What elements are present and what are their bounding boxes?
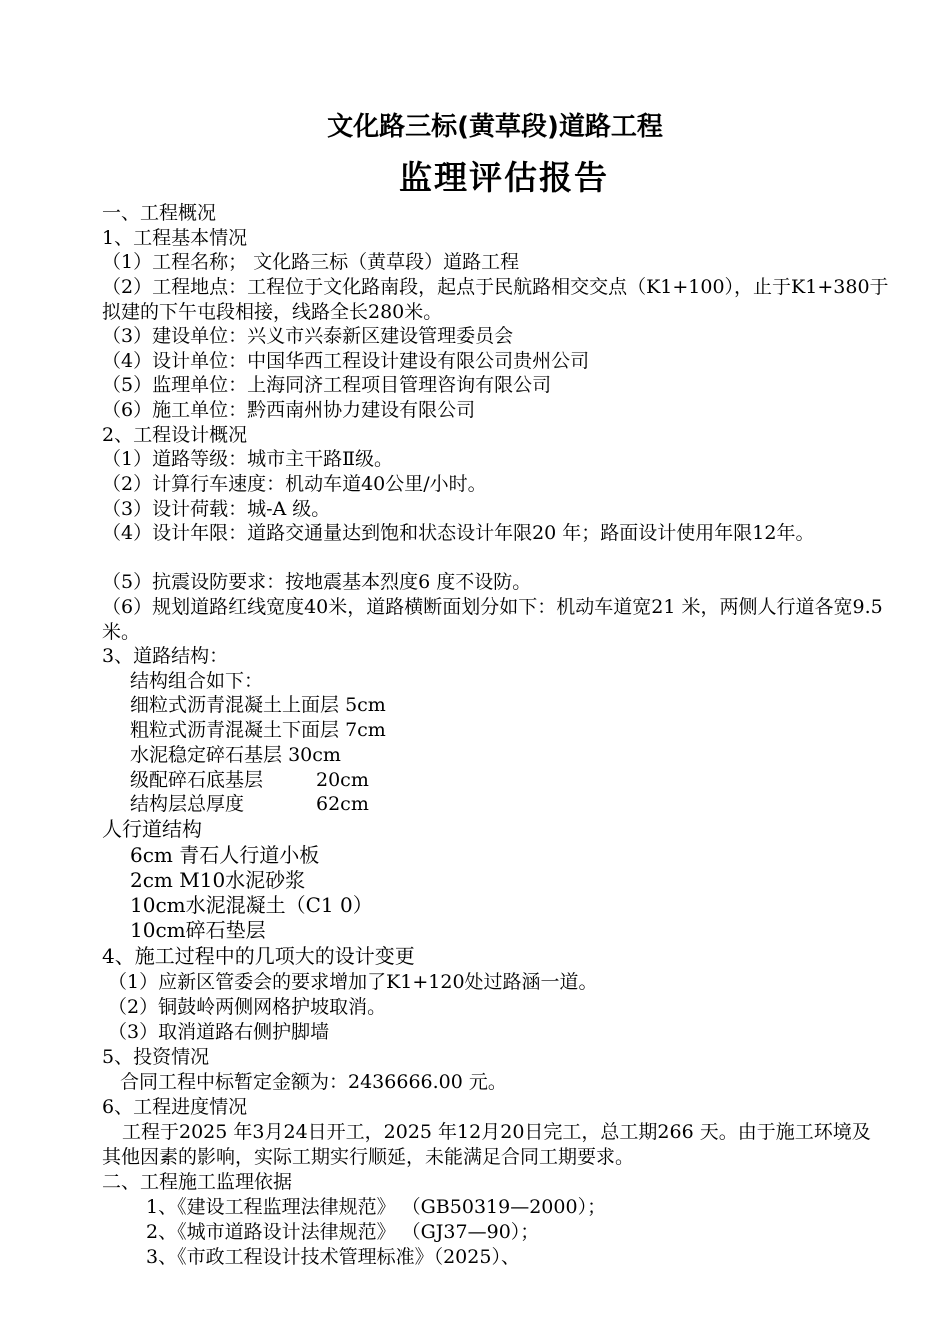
structure-layer-value: 20cm [316, 769, 369, 791]
structure-layer-name: 级配碎石底基层 [130, 769, 264, 791]
section-heading-basis: 二、工程施工监理依据 [102, 1171, 293, 1193]
design-item: （2）计算行车速度：机动车道40公里/小时。 [102, 473, 487, 495]
design-item: （6）规划道路红线宽度40米，道路横断面划分如下：机动车道宽21 米，两侧人行道各宽9.5 米。 [102, 596, 883, 643]
section-heading-overview: 一、工程概况 [102, 202, 217, 224]
design-item: （5）抗震设防要求：按地震基本烈度6 度不设防。 [102, 571, 532, 593]
structure-layer-row [130, 743, 341, 768]
subsection-heading-investment: 5、投资情况 [102, 1046, 210, 1068]
basis-item: 2、《城市道路设计法律规范》 （GJ37—90）； [146, 1221, 540, 1243]
structure-layer-row [130, 718, 386, 743]
structure-layer-row [130, 792, 369, 817]
structure-layer-value: 62cm [316, 793, 369, 815]
info-item: （4）设计单位：中国华西工程设计建设有限公司贵州公司 [102, 350, 590, 372]
subsection-heading-basic-info: 1、工程基本情况 [102, 227, 248, 249]
structure-layer-row [130, 768, 369, 793]
structure-layer-value: 7cm [345, 719, 386, 741]
sidewalk-layer: 10cm碎石垫层 [130, 918, 266, 942]
sidewalk-layer: 6cm 青石人行道小板 [130, 843, 320, 867]
design-item: （1）道路等级：城市主干路Ⅱ级。 [102, 448, 394, 470]
subsection-heading-structure: 3、道路结构： [102, 645, 229, 667]
subsection-heading-progress: 6、工程进度情况 [102, 1096, 248, 1118]
document-title: 文化路三标(黄草段)道路工程 [327, 112, 663, 142]
structure-layer-name: 水泥稳定碎石基层 [130, 744, 283, 766]
sidewalk-heading: 人行道结构 [102, 817, 202, 841]
sidewalk-layer: 2cm M10水泥砂浆 [130, 868, 306, 892]
structure-layer-name: 结构层总厚度 [130, 793, 245, 815]
sidewalk-layer: 10cm水泥混凝土（C1 0） [130, 893, 373, 917]
info-item: （5）监理单位：上海同济工程项目管理咨询有限公司 [102, 374, 552, 396]
document-subtitle: 监理评估报告 [399, 158, 609, 197]
structure-layer-name: 细粒式沥青混凝土上面层 [130, 694, 340, 716]
structure-layer-name: 粗粒式沥青混凝土下面层 [130, 719, 340, 741]
structure-layer-value: 5cm [345, 694, 386, 716]
info-item: （1）工程名称； 文化路三标（黄草段）道路工程 [102, 251, 520, 273]
design-item: （3）设计荷载：城-A 级。 [102, 498, 331, 520]
change-item: （3）取消道路右侧护脚墙 [108, 1021, 330, 1043]
basis-item: 1、《建设工程监理法律规范》 （GB50319—2000）； [146, 1196, 607, 1218]
structure-intro: 结构组合如下： [130, 670, 264, 692]
investment-text: 合同工程中标暂定金额为：2436666.00 元。 [120, 1071, 507, 1093]
structure-layer-row [130, 693, 386, 718]
design-item: （4）设计年限：道路交通量达到饱和状态设计年限20 年；路面设计使用年限12年。 [102, 522, 815, 544]
change-item: （2）铜鼓岭两侧网格护坡取消。 [108, 996, 387, 1018]
progress-text: 工程于2025 年3月24日开工，2025 年12月20日完工，总工期266 天。由于施工环境及其他因素的影响，实际工期实行顺延，未能满足合同工期要求。 [102, 1121, 871, 1168]
info-item: （2）工程地点：工程位于文化路南段，起点于民航路相交交点（K1+100），止于K1+380于拟建的下午屯段相接，线路全长280米。 [102, 276, 889, 323]
basis-item: 3、《市政工程设计技术管理标准》（2025）、 [146, 1246, 520, 1268]
info-item: （3）建设单位：兴义市兴泰新区建设管理委员会 [102, 325, 514, 347]
info-item: （6）施工单位：黔西南州协力建设有限公司 [102, 399, 476, 421]
subsection-heading-design: 2、工程设计概况 [102, 424, 248, 446]
structure-layer-value: 30cm [288, 744, 341, 766]
change-item: （1）应新区管委会的要求增加了K1+120处过路涵一道。 [108, 971, 598, 993]
subsection-heading-changes: 4、施工过程中的几项大的设计变更 [102, 944, 415, 968]
